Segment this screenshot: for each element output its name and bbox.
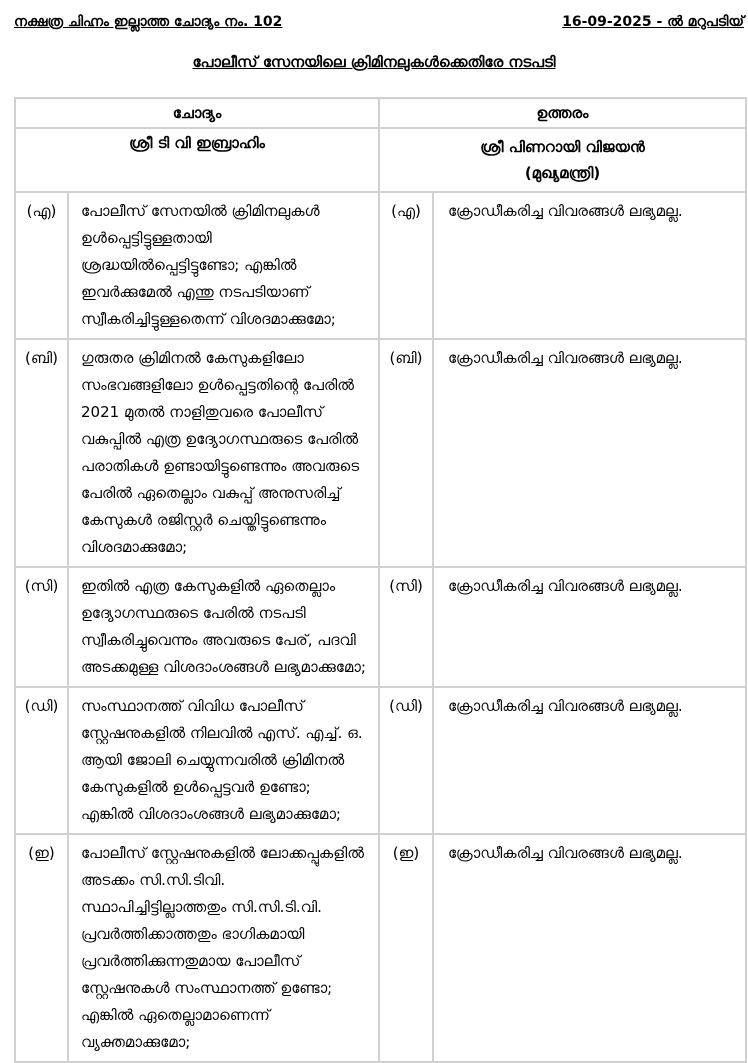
answer-text: ക്രോഡീകരിച്ച വിവരങ്ങൾ ലഭ്യമല്ല.: [433, 687, 746, 834]
document-title-wrap: [0, 52, 748, 71]
answer-label: (ഡി): [379, 687, 433, 834]
question-text: ഗുരുതര ക്രിമിനൽ കേസുകളിലോ സംഭവങ്ങളിലോ ഉൾപ്പെട്ടതിന്റെ പേരിൽ 2021 മുതൽ നാളിതുവരെ പോലീസ് വകുപ്പിൽ എത്ര ഉദ്യോഗസ്ഥരുടെ പേരിൽ പരാതികൾ ഉണ്ടായിട്ടുണ്ടെന്നും അവരുടെ പേരിൽ ഏതെല്ലാം വകുപ്പ് അനുസരിച്ച് കേസുകൾ രജിസ്റ്റർ ചെയ്തിട്ടുണ്ടെന്നും വിശദമാക്കുമോ;: [68, 339, 379, 567]
answer-label: (ഇ): [379, 834, 433, 1062]
document-header: [0, 0, 748, 30]
question-label: (ഇ): [15, 834, 68, 1062]
reply-date-label: 16-09-2025 - ൽ മറുപടിയ്: [562, 14, 744, 30]
names-header-row: [15, 128, 746, 192]
answer-text: ക്രോഡീകരിച്ച വിവരങ്ങൾ ലഭ്യമല്ല.: [433, 567, 746, 687]
question-text: ഇതിൽ എത്ര കേസുകളിൽ ഏതെല്ലാം ഉദ്യോഗസ്ഥരുടെ പേരിൽ നടപടി സ്വീകരിച്ചുവെന്നും അവരുടെ പേര്, പദവി അടക്കമുള്ള വിശദാംശങ്ങൾ ലഭ്യമാക്കുമോ;: [68, 567, 379, 687]
answerer-designation: (മുഖ്യമന്ത്രി): [524, 164, 601, 182]
question-label: (സി): [15, 567, 68, 687]
table-row: [15, 339, 746, 567]
question-number-label: നക്ഷത്ര ചിഹ്നം ഇല്ലാത്ത ചോദ്യം നം. 102: [14, 14, 283, 30]
answerer-cell: [379, 128, 746, 192]
column-header-row: [15, 98, 746, 128]
table-row: [15, 567, 746, 687]
answer-column-header: ഉത്തരം: [379, 98, 746, 128]
question-label: (എ): [15, 192, 68, 339]
table-row: [15, 834, 746, 1062]
question-text: സംസ്ഥാനത്ത് വിവിധ പോലീസ് സ്റ്റേഷനുകളിൽ നിലവിൽ എസ്. എച്ച്. ഒ. ആയി ജോലി ചെയ്യുന്നവരിൽ ക്രിമിനൽ കേസുകളിൽ ഉൾപ്പെട്ടവർ ഉണ്ടോ; എങ്കിൽ വിശദാംശങ്ങൾ ലഭ്യമാക്കുമോ;: [68, 687, 379, 834]
answer-text: ക്രോഡീകരിച്ച വിവരങ്ങൾ ലഭ്യമല്ല.: [433, 192, 746, 339]
answer-text: ക്രോഡീകരിച്ച വിവരങ്ങൾ ലഭ്യമല്ല.: [433, 834, 746, 1062]
question-text: പോലീസ് സ്റ്റേഷനുകളിൽ ലോക്കപ്പുകളിൽ അടക്കം സി.സി.ടിവി. സ്ഥാപിച്ചിട്ടില്ലാത്തതും സി.സി.ടി.വി. പ്രവർത്തിക്കാത്തതും ഭാഗികമായി പ്രവർത്തിക്കുന്നതുമായ പോലീസ് സ്റ്റേഷനുകൾ സംസ്ഥാനത്ത് ഉണ്ടോ; എങ്കിൽ ഏതെല്ലാമാണെന്ന് വ്യക്തമാക്കുമോ;: [68, 834, 379, 1062]
questioner-name: ശ്രീ ടി വി ഇബ്രാഹിം: [15, 128, 379, 192]
document-title: പോലീസ് സേനയിലെ ക്രിമിനലുകൾക്കെതിരേ നടപടി: [192, 53, 556, 71]
table-row: [15, 192, 746, 339]
answerer-name: ശ്രീ പിണറായി വിജയൻ: [480, 138, 645, 156]
answer-label: (ബി): [379, 339, 433, 567]
answer-label: (എ): [379, 192, 433, 339]
question-label: (ബി): [15, 339, 68, 567]
question-label: (ഡി): [15, 687, 68, 834]
answer-text: ക്രോഡീകരിച്ച വിവരങ്ങൾ ലഭ്യമല്ല.: [433, 339, 746, 567]
table-row: [15, 687, 746, 834]
answer-label: (സി): [379, 567, 433, 687]
question-answer-table: [14, 97, 747, 1063]
question-column-header: ചോദ്യം: [15, 98, 379, 128]
question-text: പോലീസ് സേനയിൽ ക്രിമിനലുകൾ ഉൾപ്പെട്ടിട്ടുള്ളതായി ശ്രദ്ധയിൽപ്പെട്ടിട്ടുണ്ടോ; എങ്കിൽ ഇവർക്കുമേൽ എന്തു നടപടിയാണ് സ്വീകരിച്ചിട്ടുള്ളതെന്ന് വിശദമാക്കുമോ;: [68, 192, 379, 339]
